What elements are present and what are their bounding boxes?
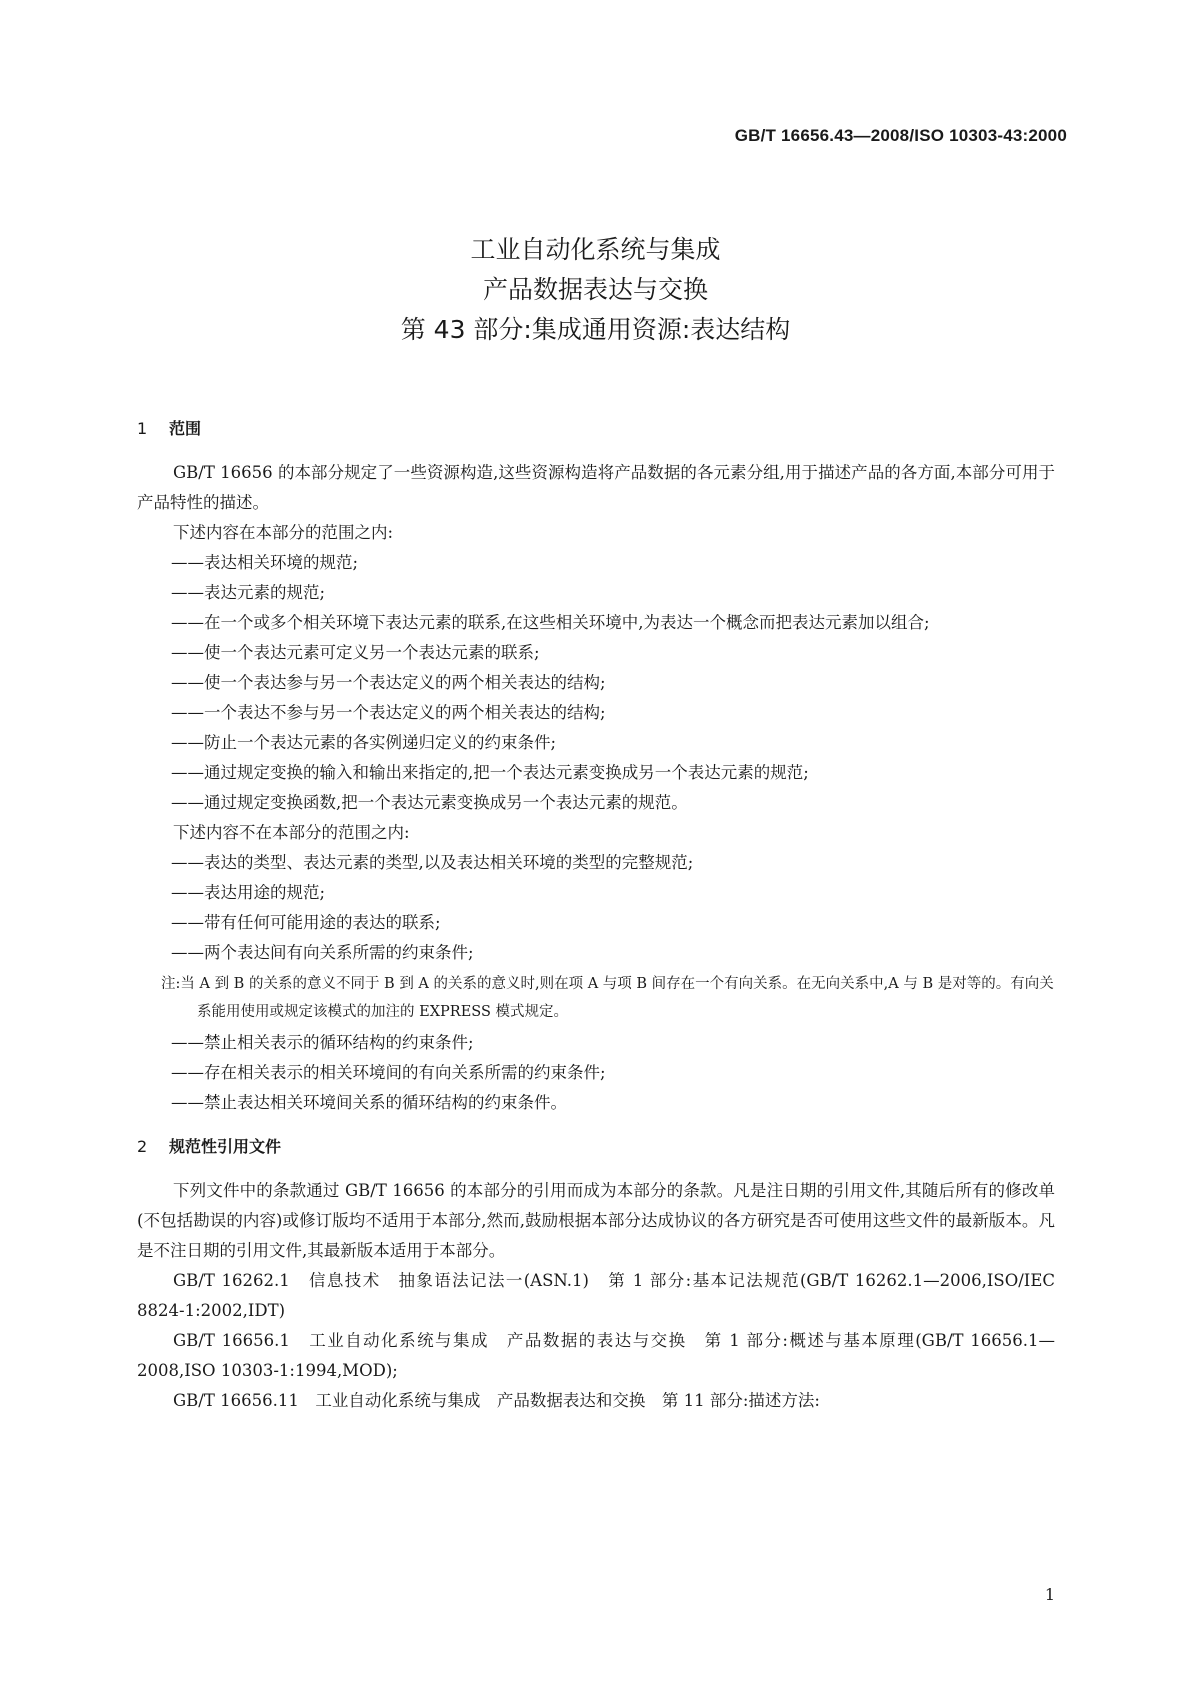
section-title: 规范性引用文件 [169,1137,282,1156]
out-scope-label: 下述内容不在本部分的范围之内: [173,823,410,842]
note: 注:当 A 到 B 的关系的意义不同于 B 到 A 的关系的意义时,则在项 A 与项 B 间存在一个有向关系。在无向关系中,A 与 B 是对等的。有向关系能用使用或规定该模式的加注的 EXPRESS 模式规定。 [161,976,1054,1020]
list-item: ——禁止相关表示的循环结构的约束条件; [171,1033,474,1052]
standard-code: GB/T 16656.43—2008/ISO 10303-43:2000 [734,126,1067,145]
title-line-1: 工业自动化系统与集成 [470,235,721,264]
list-item: ——防止一个表达元素的各实例递归定义的约束条件; [171,733,557,752]
reference-item: GB/T 16656.1 工业自动化系统与集成 产品数据的表达与交换 第 1 部分:概述与基本原理(GB/T 16656.1—2008,ISO 10303-1:1994,MOD); [137,1331,1055,1380]
section-2-heading [137,1132,1055,1162]
document-body [137,414,1055,1416]
list-item: ——一个表达不参与另一个表达定义的两个相关表达的结构; [171,703,606,722]
title-line-3: 第 43 部分:集成通用资源:表达结构 [400,315,791,344]
page-number: 1 [1044,1585,1055,1604]
list-item: ——两个表达间有向关系所需的约束条件; [171,943,474,962]
reference-item: GB/T 16262.1 信息技术 抽象语法记法一(ASN.1) 第 1 部分:基本记法规范(GB/T 16262.1—2006,ISO/IEC 8824-1:2002,IDT) [137,1271,1055,1320]
references-intro: 下列文件中的条款通过 GB/T 16656 的本部分的引用而成为本部分的条款。凡是注日期的引用文件,其随后所有的修改单(不包括勘误的内容)或修订版均不适用于本部分,然而,鼓励根据本部分达成协议的各方研究是否可使用这些文件的最新版本。凡是不注日期的引用文件,其最新版本适用于本部分。 [137,1181,1055,1260]
section-title: 范围 [169,419,202,438]
list-item: ——使一个表达元素可定义另一个表达元素的联系; [171,643,540,662]
list-item: ——表达元素的规范; [171,583,326,602]
section-number: 2 [137,1137,148,1156]
title-line-2: 产品数据表达与交换 [482,275,708,304]
document-title [0,230,1191,350]
list-item: ——通过规定变换函数,把一个表达元素变换成另一个表达元素的规范。 [171,793,688,812]
list-item: ——使一个表达参与另一个表达定义的两个相关表达的结构; [171,673,606,692]
list-item: ——表达相关环境的规范; [171,553,359,572]
section-number: 1 [137,419,148,438]
list-item: ——带有任何可能用途的表达的联系; [171,913,441,932]
scope-intro: GB/T 16656 的本部分规定了一些资源构造,这些资源构造将产品数据的各元素分组,用于描述产品的各方面,本部分可用于产品特性的描述。 [137,463,1055,512]
in-scope-label: 下述内容在本部分的范围之内: [173,523,394,542]
reference-item: GB/T 16656.11 工业自动化系统与集成 产品数据表达和交换 第 11 部分:描述方法: [173,1391,820,1410]
list-item: ——存在相关表示的相关环境间的有向关系所需的约束条件; [171,1063,606,1082]
section-1-heading [137,414,1055,444]
list-item: ——禁止表达相关环境间关系的循环结构的约束条件。 [171,1093,567,1112]
list-item: ——表达的类型、表达元素的类型,以及表达相关环境的类型的完整规范; [171,853,694,872]
list-item: ——通过规定变换的输入和输出来指定的,把一个表达元素变换成另一个表达元素的规范; [171,763,809,782]
list-item: ——在一个或多个相关环境下表达元素的联系,在这些相关环境中,为表达一个概念而把表达元素加以组合; [171,613,930,632]
list-item: ——表达用途的规范; [171,883,326,902]
